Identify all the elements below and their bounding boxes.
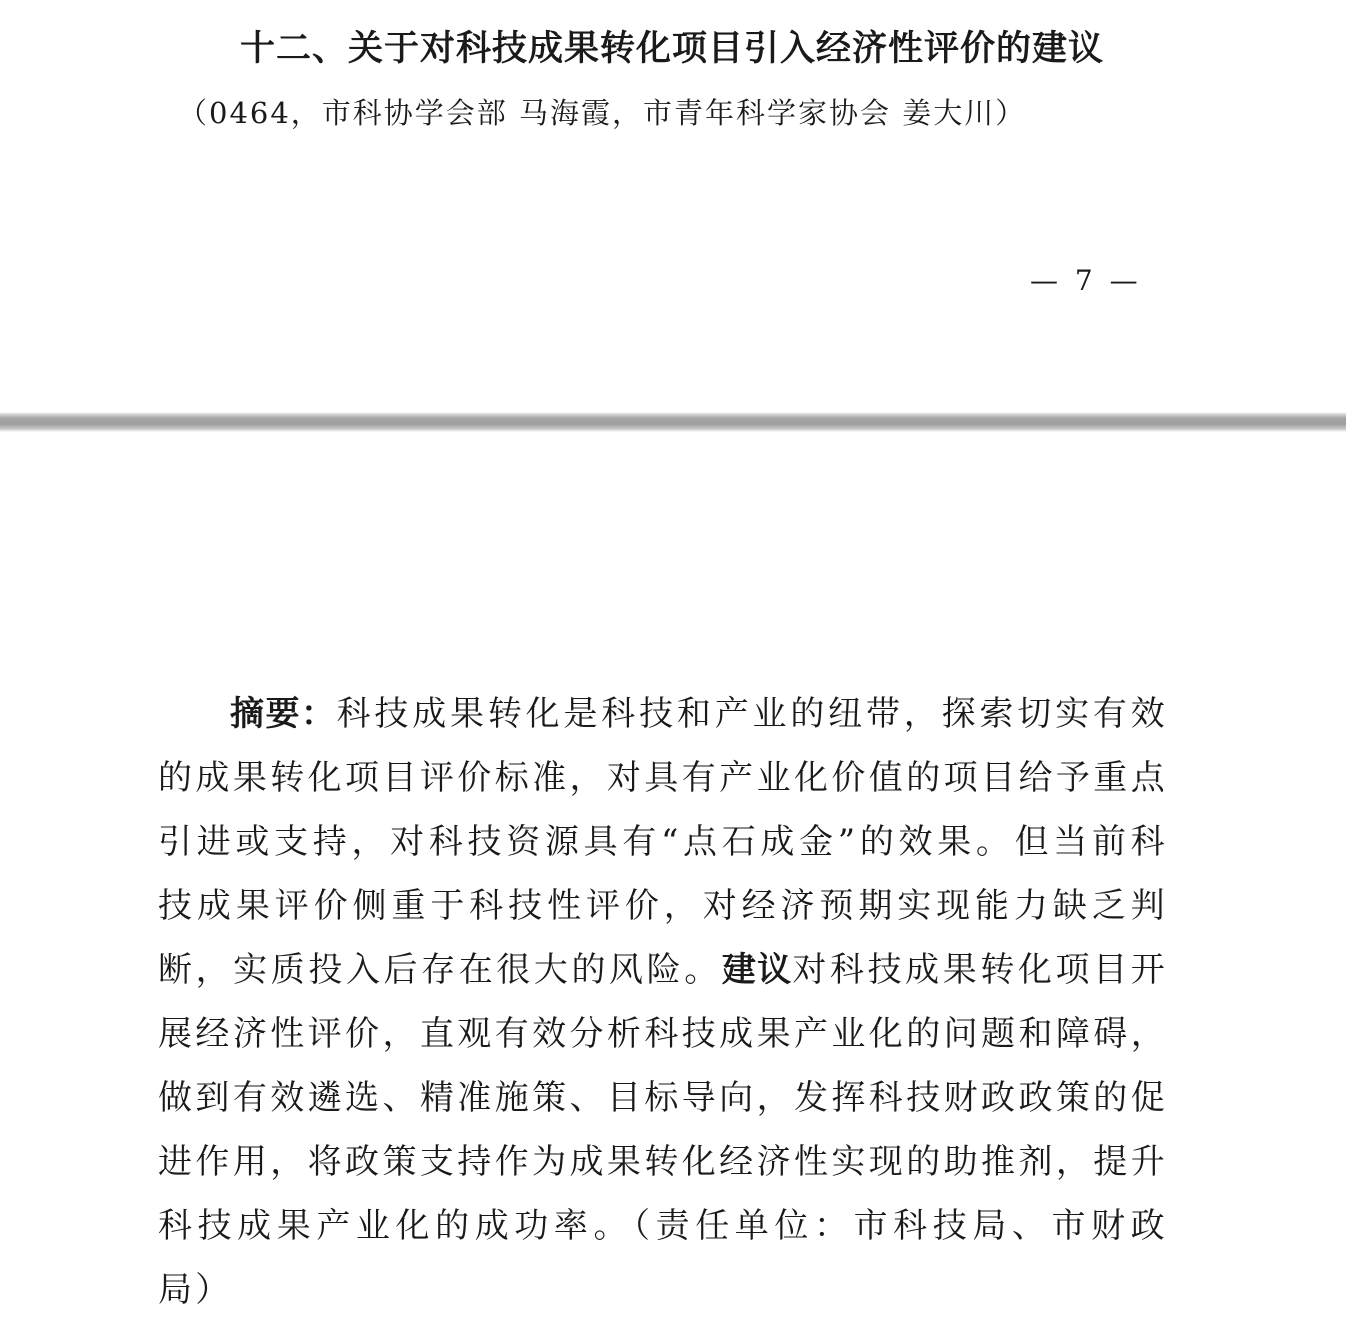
section-title: 十二、关于对科技成果转化项目引入经济性评价的建议 bbox=[240, 29, 1105, 69]
abstract-paragraph bbox=[158, 682, 1168, 1322]
section-subtitle: （0464，市科协学会部 马海霞，市青年科学家协会 姜大川） bbox=[178, 96, 1027, 130]
page-separator bbox=[0, 412, 1346, 432]
abstract-text: 科技成果转化是科技和产业的纽带，探索切实有效的成果转化项目评价标准，对具有产业化价值的项目给予重点引进或支持，对科技资源具有“点石成金”的效果。但当前科技成果评价侧重于科技性评价，对经济预期实现能力缺乏判断，实质投入后存在很大的风险。 bbox=[158, 694, 1169, 990]
recommendation-text: 对科技成果转化项目开展经济性评价，直观有效分析科技成果产业化的问题和障碍，做到有效遴选、精准施策、目标导向，发挥科技财政政策的促进作用，将政策支持作为成果转化经济性实现的助推剂，提升科技成果产业化的成功率。（责任单位：市科技局、市财政局） bbox=[158, 950, 1169, 1310]
recommendation-label: 建议 bbox=[721, 950, 793, 990]
page-number: — 7 — bbox=[1030, 264, 1142, 297]
abstract-label: 摘要： bbox=[230, 694, 337, 734]
previous-page bbox=[0, 0, 1346, 412]
